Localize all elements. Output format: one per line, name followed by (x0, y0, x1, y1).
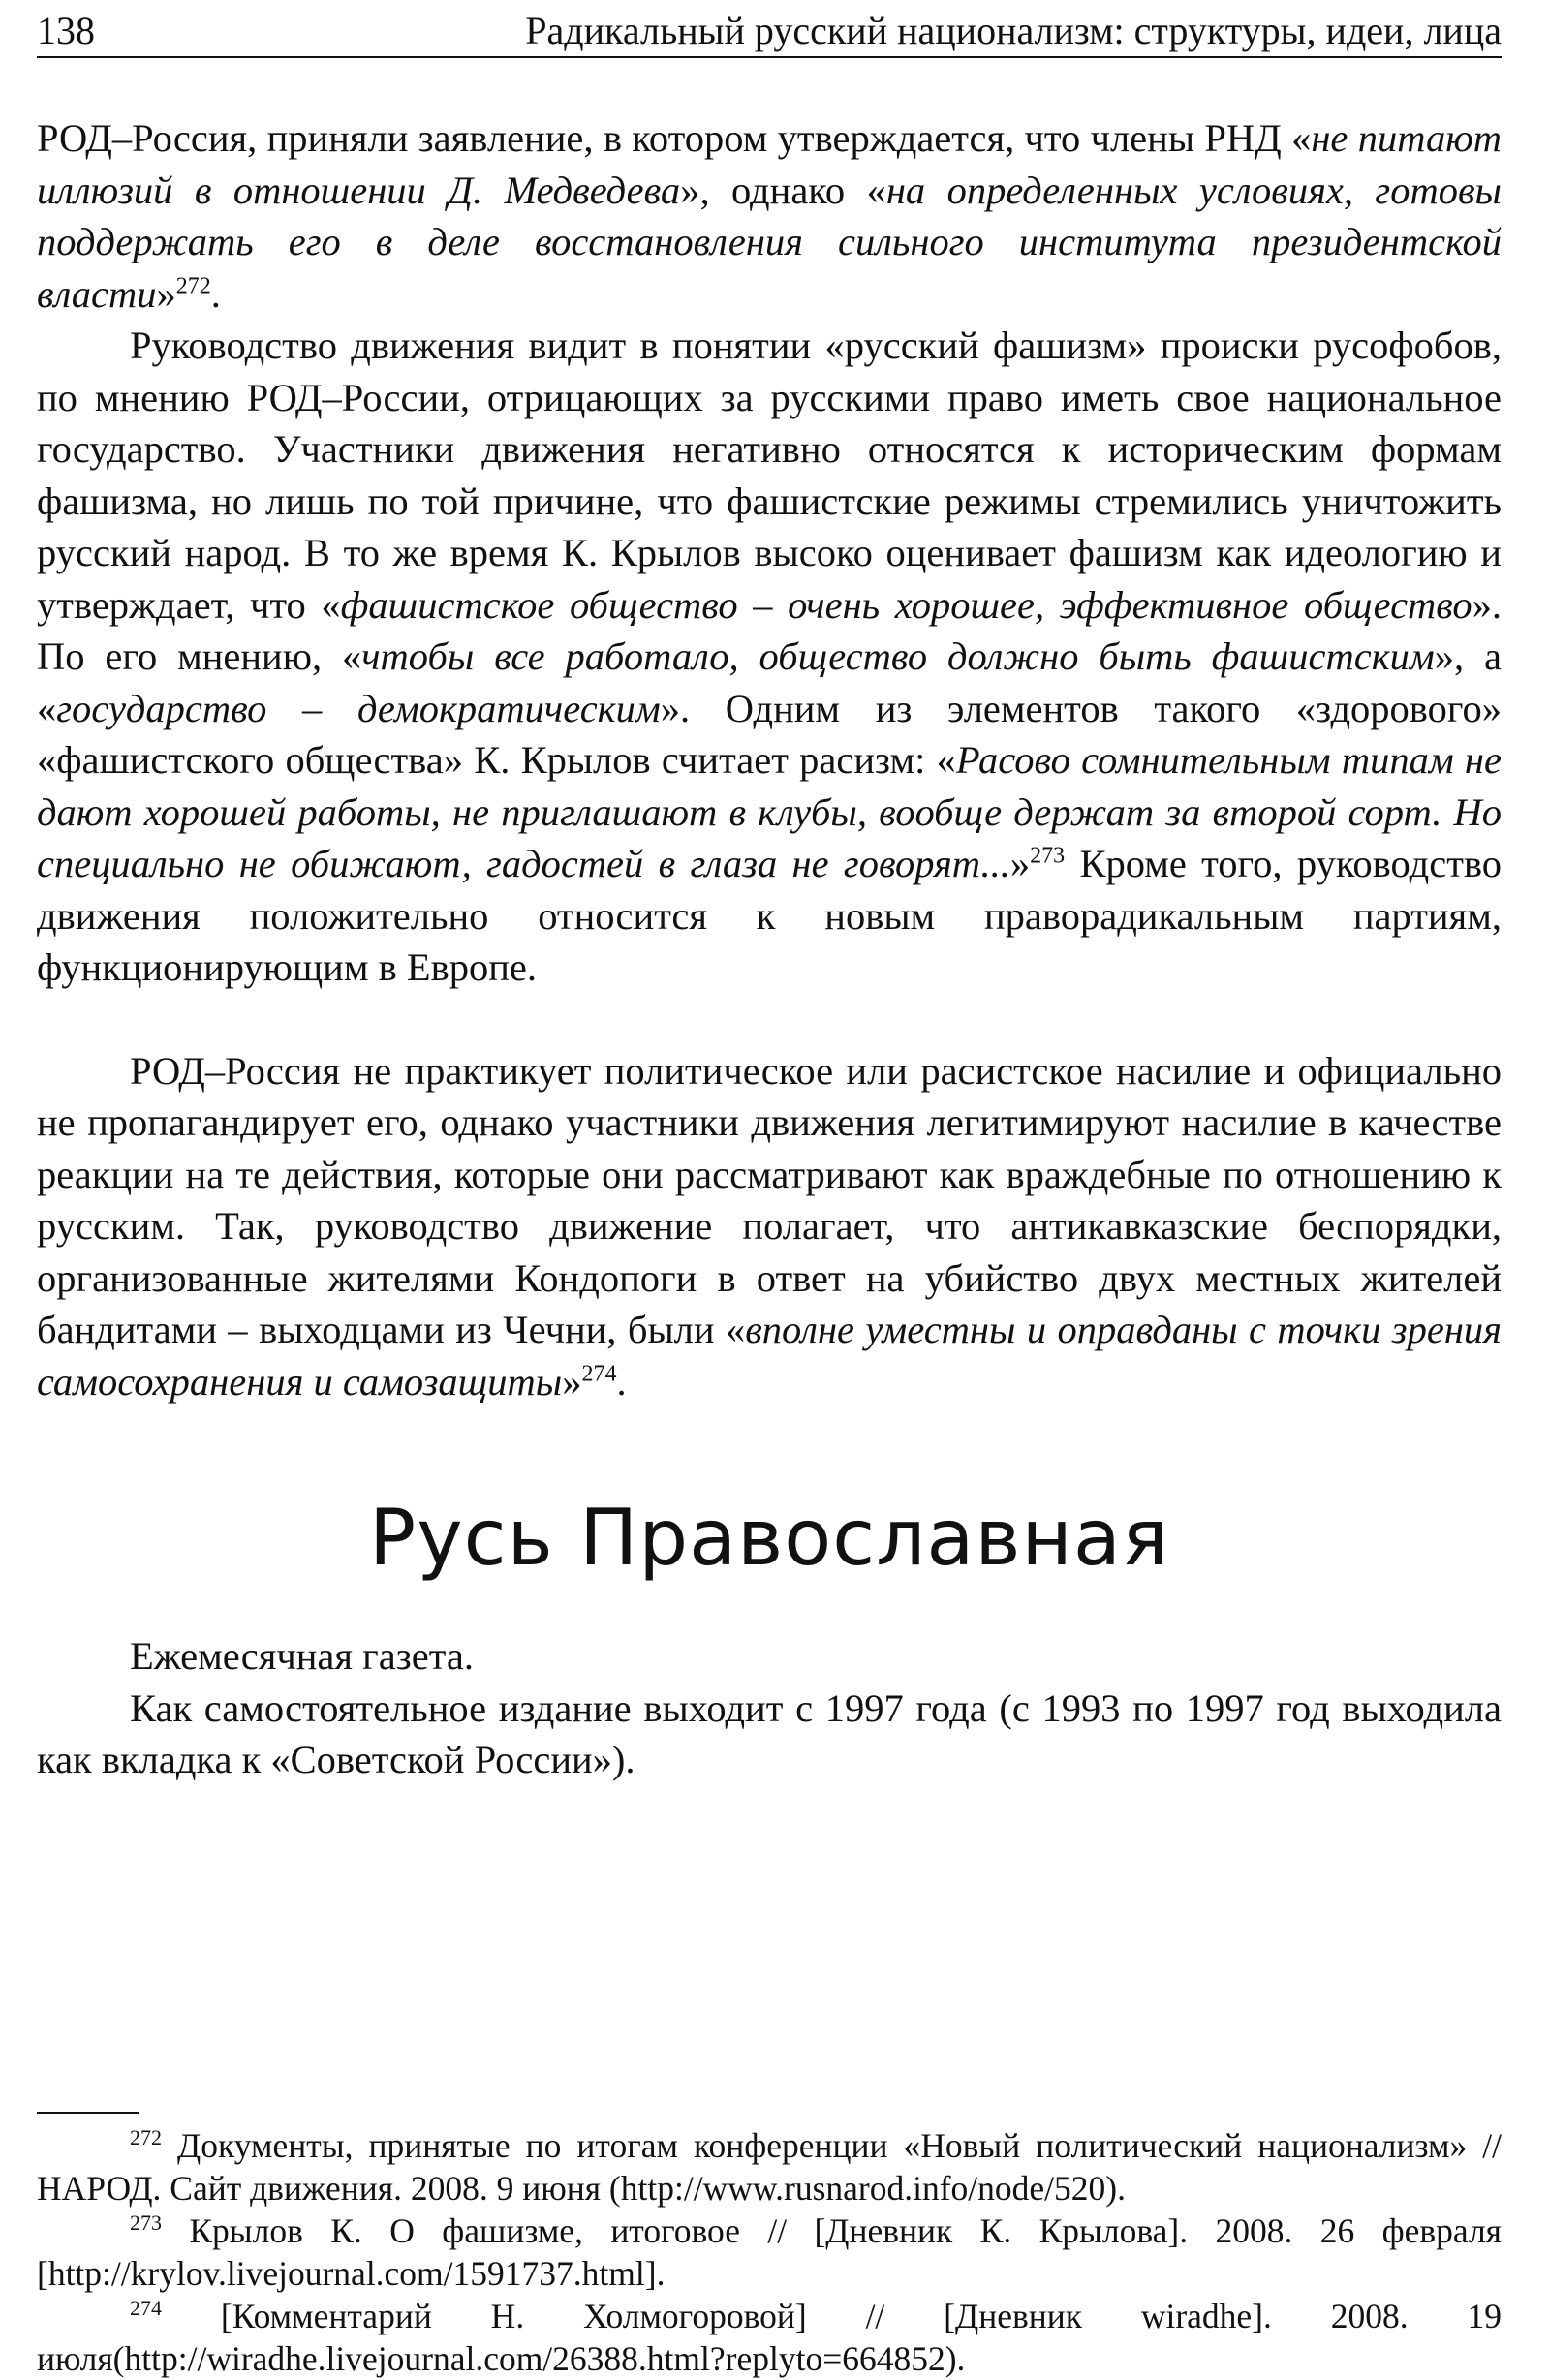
footnote-ref-272[interactable]: 272 (175, 273, 211, 298)
footnote-272 (37, 2124, 1502, 2210)
footnote-273 (37, 2210, 1502, 2295)
text-run: » (156, 271, 176, 316)
text-run: Кроме того, руководство движения положительно относится к новым праворадикальным партиям, функционирующим в Европе. (37, 842, 1502, 989)
text-run: » (562, 1359, 582, 1404)
paragraph-2 (37, 320, 1502, 994)
quote-italic: на определенных условиях, готовы поддержать его в деле восстановления сильного института президентской власти (37, 168, 1502, 316)
section-paragraph-1: Ежемесячная газета. (130, 1634, 475, 1678)
quote-italic: чтобы все работало, общество должно быть фашистским (361, 634, 1435, 678)
footnote-ref-274[interactable]: 274 (581, 1361, 617, 1386)
text-run: ». Одним из элементов такого «здорового» «фашистского общества» К. Крылов считает расизм: « (37, 686, 1502, 782)
text-run: », однако « (680, 168, 886, 212)
footnote-text: Крылов К. О фашизме, итоговое // [Дневник К. Крылова]. 2008. 26 февраля [http://krylov.livejournal.com/1591737.html]. (37, 2211, 1502, 2293)
running-title: Радикальный русский национализм: структуры, идеи, лица (525, 9, 1502, 52)
footnote-ref-273[interactable]: 273 (1030, 843, 1066, 869)
quote-italic: Расово сомнительным типам не дают хорошей работы, не приглашают в клубы, вообще держат за второй сорт. Но специально не обижают, гадостей в глаза не говорят... (37, 738, 1502, 885)
footnote-separator (37, 2112, 140, 2114)
main-text (37, 112, 1502, 1786)
running-header (37, 6, 1502, 58)
paragraph-3 (37, 1045, 1502, 1408)
paragraph-1 (37, 112, 1502, 320)
quote-italic: вполне уместны и оправданы с точки зрения самосохранения и самозащиты (37, 1308, 1502, 1404)
text-run: РОД–Россия, приняли заявление, в котором утверждается, что члены РНД « (37, 116, 1312, 160)
page-number: 138 (37, 9, 95, 52)
text-run: » (1009, 842, 1031, 885)
footnote-274 (37, 2295, 1502, 2380)
text-run: РОД–Россия не практикует политическое или расистское насилие и официально не пропагандирует его, однако участники движения легитимируют насилие в качестве реакции на те действия, которые они рассматривают как враждебные по отношению к русским. Так, руководство движение полагает, что антикавказские беспорядки, организованные жителями Кондопоги в ответ на убийство двух местных жителей бандитами – выходцами из Чечни, были « (37, 1048, 1502, 1351)
quote-italic: государство – демократическим (56, 686, 661, 730)
quote-italic: не питают иллюзий в отношении Д. Медведева (37, 116, 1503, 212)
text-run: », а « (37, 634, 1502, 730)
quote-italic: фашистское общество – очень хорошее, эффективное общество (340, 582, 1472, 627)
footnotes (37, 2124, 1502, 2380)
section-heading: Русь Православная (369, 1493, 1169, 1583)
footnote-text: [Комментарий Н. Холмогоровой] // [Дневник wiradhe]. 2008. 19 июля(http://wiradhe.livejournal.com/26388.html?replyto=664852). (37, 2297, 1502, 2378)
footnote-number: 272 (130, 2125, 162, 2150)
footnote-text: Документы, принятые по итогам конференции «Новый политический национализм» // НАРОД. Сайт движения. 2008. 9 июня (http://www.rusnarod.info/node/520). (37, 2126, 1502, 2208)
footnote-number: 273 (130, 2210, 162, 2236)
section-paragraph-2: Как самостоятельное издание выходит с 1997 года (с 1993 по 1997 год выходила как вкладка к «Советской России»). (37, 1685, 1502, 1781)
text-run: . (210, 271, 221, 316)
text-run: ». По его мнению, « (37, 582, 1502, 678)
text-run: . (616, 1359, 627, 1404)
book-page (37, 0, 1503, 2378)
text-run: Руководство движения видит в понятии «русский фашизм» происки русофобов, по мнению РОД–России, отрицающих за русскими право иметь свое национальное государство. Участники движения негативно относятся к историческим формам фашизма, но лишь по той причине, что фашистские режимы стремились уничтожить русский народ. В то же время К. Крылов высоко оценивает фашизм как идеологию и утверждает, что « (37, 324, 1502, 627)
footnote-number: 274 (130, 2296, 162, 2321)
